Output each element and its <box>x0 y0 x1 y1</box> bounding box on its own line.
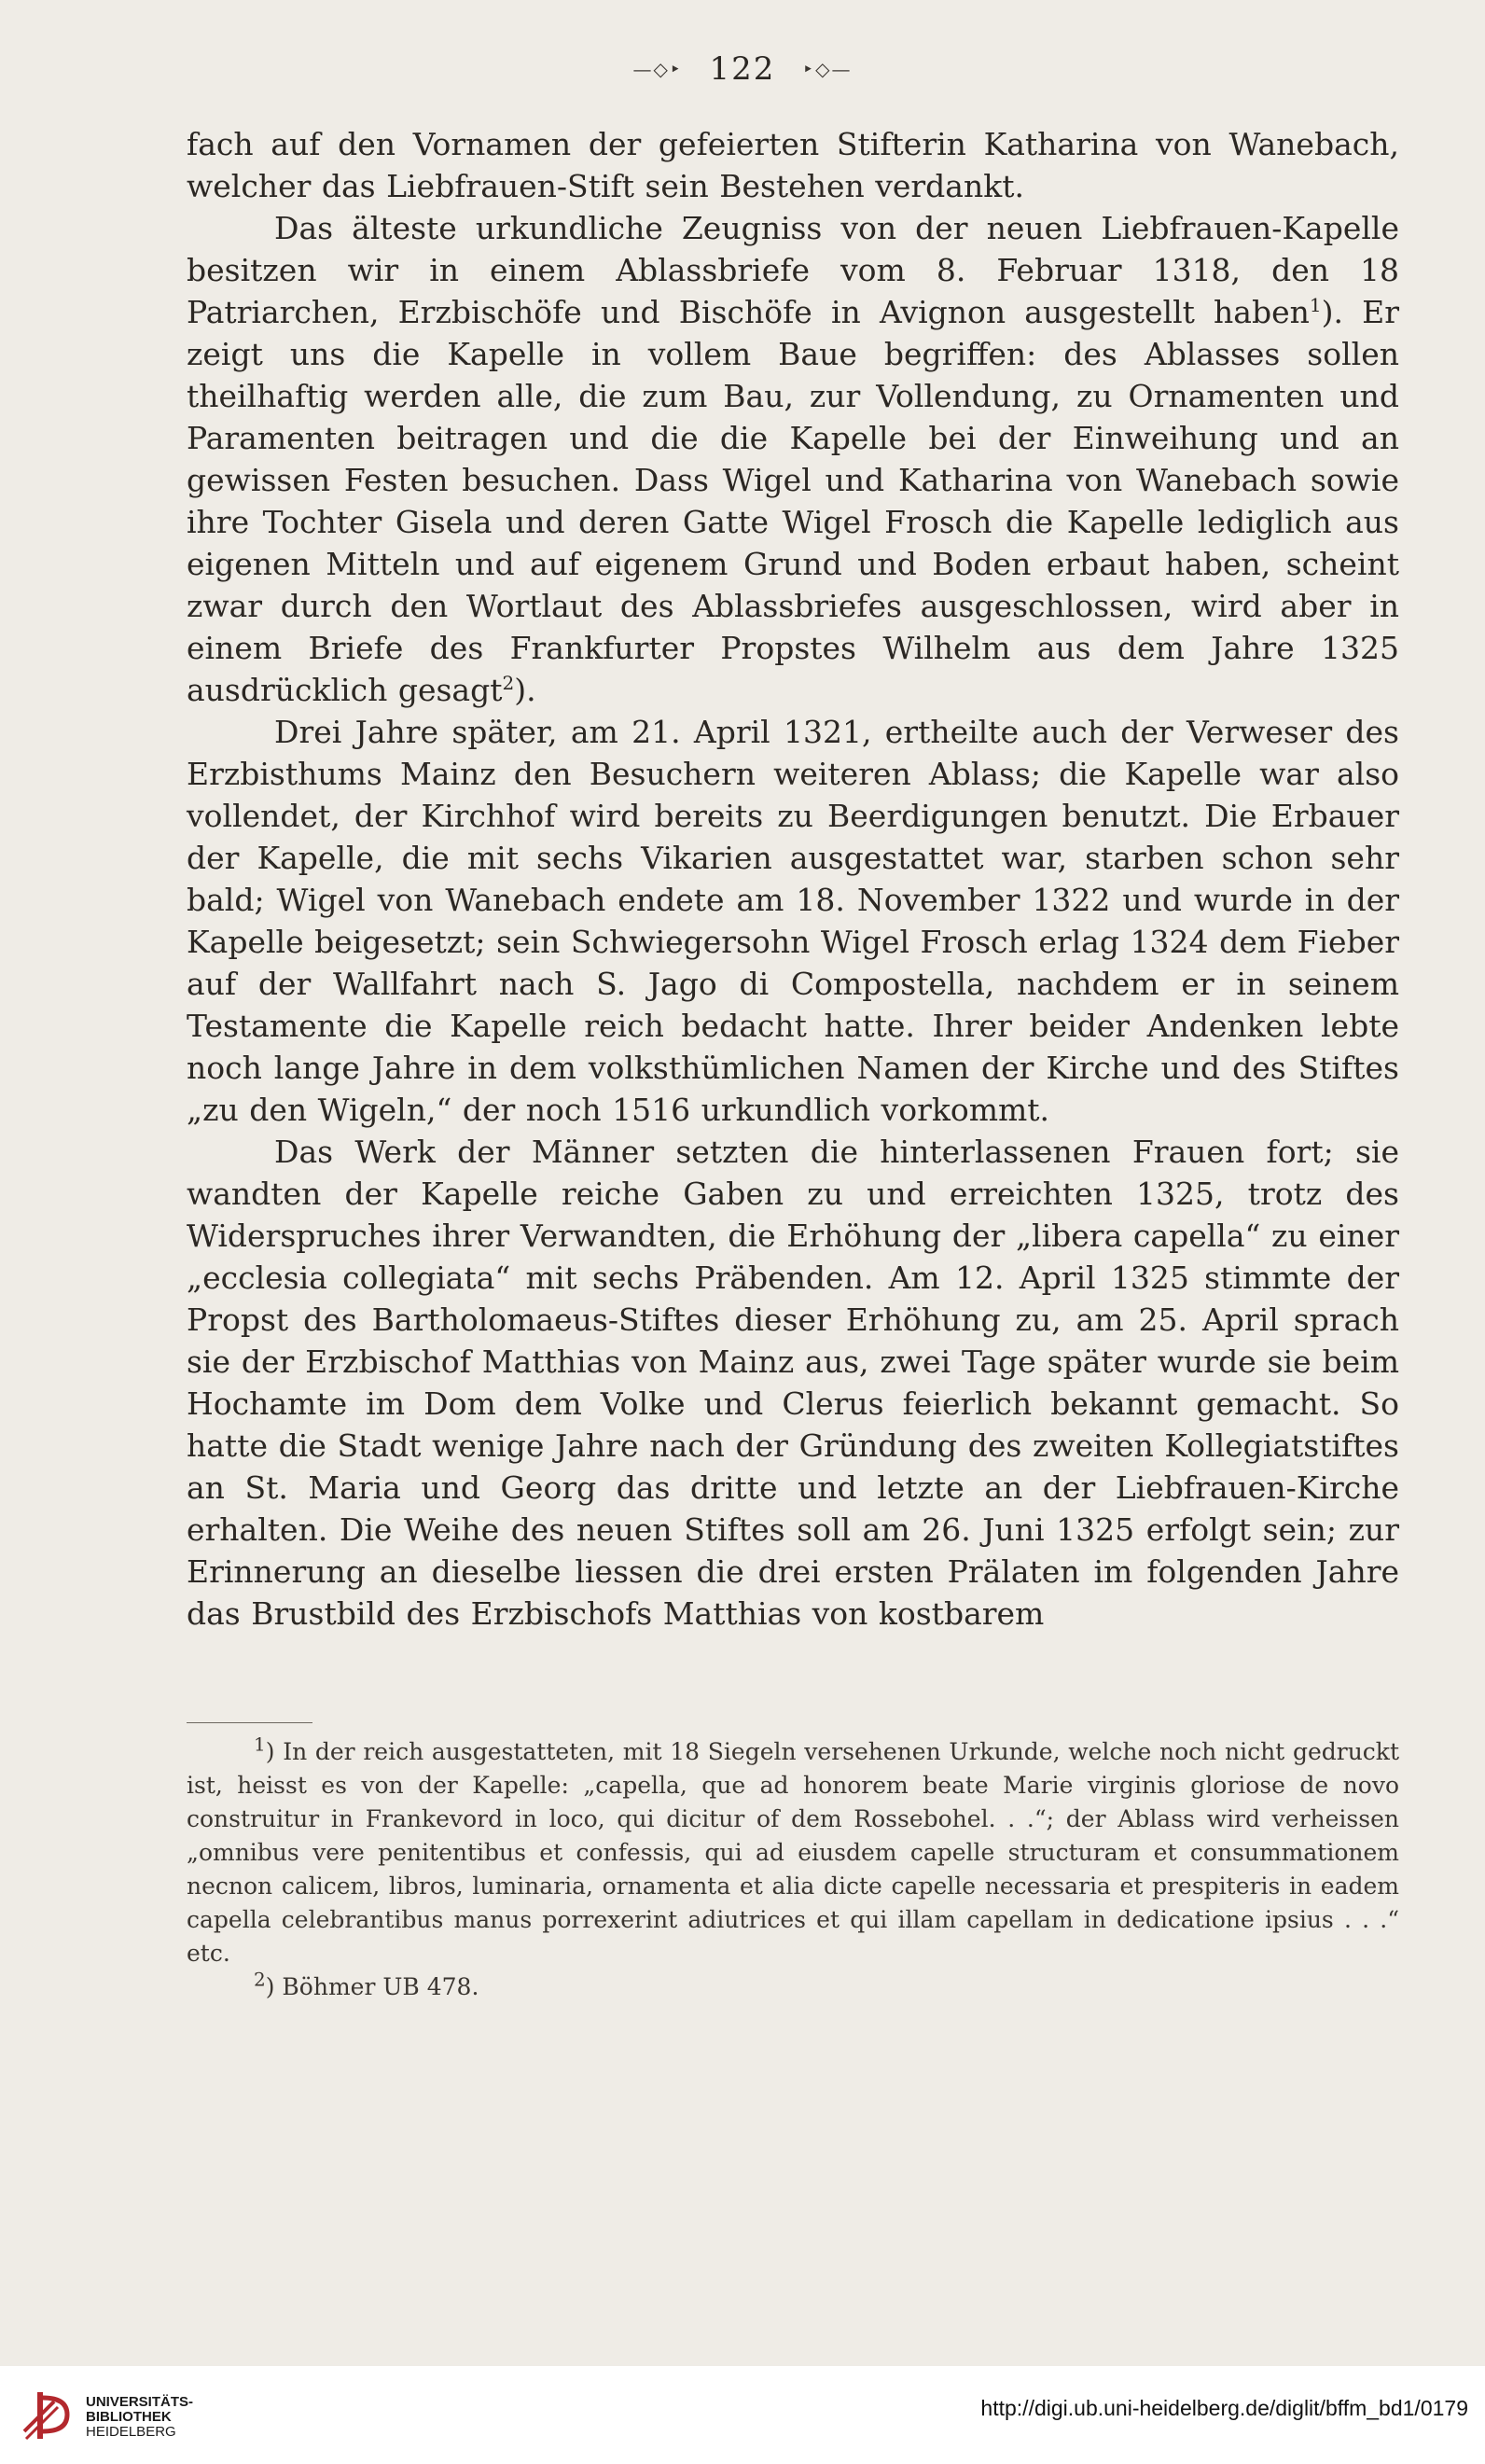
digitization-footer <box>0 2366 1485 2464</box>
footnote <box>187 1970 1399 2004</box>
library-logo-icon <box>21 2388 75 2443</box>
paragraph-text: Drei Jahre später, am 21. April 1321, ertheilte auch der Verweser des Erzbisthums Mainz den Besuchern weiteren Ablass; die Kapelle war also vollendet, der Kirchhof wird bereits zu Beerdigungen benutzt. Die Erbauer der Kapelle, die mit sechs Vikarien ausgestattet war, starben schon sehr bald; Wigel von Wanebach endete am 18. November 1322 und wurde in der Kapelle beigesetzt; sein Schwiegersohn Wigel Frosch erlag 1324 dem Fieber auf der Wallfahrt nach S. Jago di Compostella, nachdem er in seinem Testamente die Kapelle reich bedacht hatte. Ihrer beider Andenken lebte noch lange Jahre in dem volksthümlichen Namen der Kirche und des Stiftes „zu den Wigeln,“ der noch 1516 urkundlich vorkommt. <box>187 714 1399 1128</box>
page-number: 122 <box>709 50 776 88</box>
paragraph-text: Das älteste urkundliche Zeugniss von der neuen Liebfrauen-Kapelle besitzen wir in einem Ablassbriefe vom 8. Februar 1318, den 18 Patriarchen, Erzbischöfe und Bischöfe in Avignon ausgestellt haben <box>187 210 1399 330</box>
paragraph <box>187 1131 1399 1635</box>
paragraph-text: ). Er zeigt uns die Kapelle in vollem Baue begriffen: des Ablasses sollen theilhaftig werden alle, die zum Bau, zur Vollendung, zu Ornamenten und Paramenten beitragen und die die Kapelle bei der Einweihung und an gewissen Festen besuchen. Dass Wigel und Katharina von Wanebach sowie ihre Tochter Gisela und deren Gatte Wigel Frosch die Kapelle lediglich aus eigenen Mitteln und auf eigenem Grund und Boden erbaut haben, scheint zwar durch den Wortlaut des Ablassbriefes ausgeschlossen, wird aber in einem Briefe des Frankfurter Propstes Wilhelm aus dem Jahre 1325 ausdrücklich gesagt <box>187 294 1400 708</box>
footnote-ref[interactable]: 1 <box>1309 294 1322 316</box>
source-url-link[interactable]: http://digi.ub.uni-heidelberg.de/diglit/bffm_bd1/0179 <box>980 2396 1468 2420</box>
footnote-divider <box>187 1722 312 1723</box>
footnote-text: ) In der reich ausgestatteten, mit 18 Siegeln versehenen Urkunde, welche noch nicht gedruckt ist, heisst es von der Kapelle: „capella, que ad honorem beate Marie virginis gloriose de novo construitur in Frankevord in loco, qui dicitur of dem Rossebohel. . .“; der Ablass wird verheissen „omnibus vere penitentibus et confessis, qui ad eiusdem capelle structuram et consummationem necnon calicem, libros, luminaria, ornamenta et alia dicte capelle necessaria et prespiteris in eadem capella celebrantibus manus porrexerint adiutrices et qui illam capellam in dedicatione ipsius . . .“ etc. <box>187 1738 1399 1967</box>
header-ornament-left: —◇‣ <box>632 58 683 80</box>
footnote-mark: 1 <box>254 1733 266 1756</box>
paragraph-text: fach auf den Vornamen der gefeierten Stifterin Katharina von Wanebach, welcher das Liebfrauen-Stift sein Bestehen verdankt. <box>187 126 1399 204</box>
paragraph-text: Das Werk der Männer setzten die hinterlassenen Frauen fort; sie wandten der Kapelle reiche Gaben zu und erreichten 1325, trotz des Widerspruches ihrer Verwandten, die Erhöhung der „libera capella“ zu einer „ecclesia collegiata“ mit sechs Präbenden. Am 12. April 1325 stimmte der Propst des Bartholomaeus-Stiftes dieser Erhöhung zu, am 25. April sprach sie der Erzbischof Matthias von Mainz aus, zwei Tage später wurde sie beim Hochamte im Dom dem Volke und Clerus feierlich bekannt gemacht. So hatte die Stadt wenige Jahre nach der Gründung des zweiten Kollegiatstiftes an St. Maria und Georg das dritte und letzte an der Liebfrauen-Kirche erhalten. Die Weihe des neuen Stiftes soll am 26. Juni 1325 erfolgt sein; zur Erinnerung an dieselbe liessen die drei ersten Prälaten im folgenden Jahre das Brustbild des Erzbischofs Matthias von kostbarem <box>187 1134 1399 1632</box>
footnote-ref[interactable]: 2 <box>502 672 515 694</box>
paragraph <box>187 123 1399 207</box>
footnote-text: ) Böhmer UB 478. <box>265 1973 479 2000</box>
header-ornament-right: ‣◇— <box>802 58 853 80</box>
library-name-line: UNIVERSITÄTS- <box>86 2394 194 2410</box>
footnote <box>187 1735 1399 1970</box>
paragraph-text: ). <box>514 672 536 708</box>
paragraph <box>187 711 1399 1131</box>
library-name <box>86 2395 193 2440</box>
footnote-mark: 2 <box>254 1968 266 1991</box>
main-text <box>187 123 1399 1635</box>
library-name-line: HEIDELBERG <box>86 2424 176 2440</box>
paragraph <box>187 207 1399 711</box>
footnotes <box>187 1735 1399 2004</box>
page-header <box>0 49 1485 88</box>
library-name-line: BIBLIOTHEK <box>86 2409 172 2425</box>
